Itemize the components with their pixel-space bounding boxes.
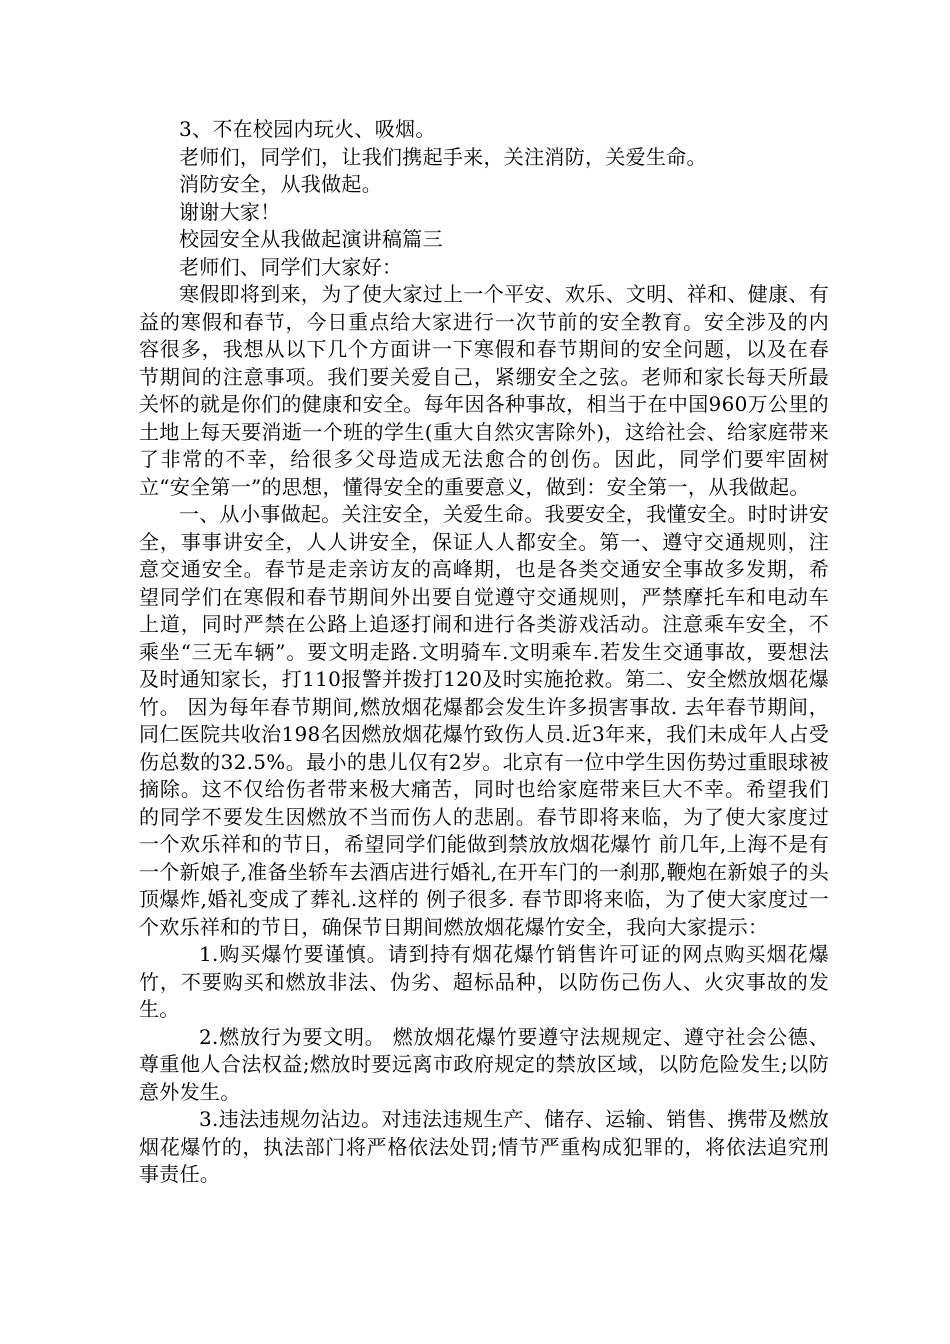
intro-paragraph: 寒假即将到来，为了使大家过上一个平安、欢乐、文明、祥和、健康、有益的寒假和春节，今日重点给大家进行一次节前的安全教育。安全涉及的内容很多，我想从以下几个方面讲一下寒假和春节期间的安全问题，以及在春节期间的注意事项。我们要关爱自己，紧绷安全之弦。老师和家长每天所最关怀的就是你们的健康和安全。每年因各种事故，相当于在中国960万公里的土地上每天要消逝一个班的学生(重大自然灾害除外)，这给社会、给家庭带来了非常的不幸，给很多父母造成无法愈合的创伤。因此，同学们要牢固树立“安全第一”的思想，懂得安全的重要意义，做到：安全第一，从我做起。	[139, 282, 829, 499]
section-title: 校园安全从我做起演讲稿篇三	[179, 227, 443, 251]
document-body	[139, 116, 829, 1189]
tip-item-1: 1.购买爆竹要谨慎。请到持有烟花爆竹销售许可证的网点购买烟花爆竹，不要购买和燃放非法、伪劣、超标品种，以防伤己伤人、火灾事故的发生。	[139, 942, 829, 1021]
tip-item-3: 3.违法违规勿沾边。对违法违规生产、储存、运输、销售、携带及燃放烟花爆竹的，执法部门将严格依法处罚;情节严重构成犯罪的，将依法追究刑事责任。	[139, 1107, 829, 1186]
closing-slogan: 消防安全，从我做起。	[179, 172, 382, 196]
closing-thanks: 谢谢大家！	[179, 199, 281, 224]
rule-item-3: 3、不在校园内玩火、吸烟。	[179, 117, 436, 141]
greeting: 老师们、同学们大家好：	[179, 254, 403, 279]
closing-appeal: 老师们，同学们，让我们携起手来，关注消防，关爱生命。	[179, 144, 707, 169]
tip-item-2: 2.燃放行为要文明。 燃放烟花爆竹要遵守法规规定、遵守社会公德、尊重他人合法权益;燃放时要远离市政府规定的禁放区域，以防危险发生;以防意外发生。	[139, 1024, 829, 1104]
section-one-paragraph: 一、从小事做起。关注安全，关爱生命。我要安全，我懂安全。时时讲安全，事事讲安全，人人讲安全，保证人人都安全。第一、遵守交通规则，注意交通安全。春节是走亲访友的高峰期，也是各类交通安全事故多发期，希望同学们在寒假和春节期间外出要自觉遵守交通规则，严禁摩托车和电动车上道，同时严禁在公路上追逐打闹和进行各类游戏活动。注意乘车安全，不乘坐“三无车辆”。要文明走路.文明骑车.文明乘车.若发生交通事故，要想法及时通知家长，打110报警并拨打120及时实施抢救。第二、安全燃放烟花爆竹。 因为每年春节期间,燃放烟花爆都会发生许多损害事故. 去年春节期间，同仁医院共收治198名因燃放烟花爆竹致伤人员.近3年来，我们未成年人占受伤总数的32.5%。最小的患儿仅有2岁。北京有一位中学生因伤势过重眼球被摘除。这不仅给伤者带来极大痛苦，同时也给家庭带来巨大不幸。希望我们的同学不要发生因燃放不当而伤人的悲剧。春节即将来临，为了使大家度过一个欢乐祥和的节日，希望同学们能做到禁放放烟花爆竹 前几年,上海不是有一个新娘子,准备坐轿车去酒店进行婚礼,在开车门的一刹那,鞭炮在新娘子的头顶爆炸,婚礼变成了葬礼.这样的 例子很多. 春节即将来临，为了使大家度过一个欢乐祥和的节日，确保节日期间燃放烟花爆竹安全，我向大家提示：	[139, 502, 829, 939]
